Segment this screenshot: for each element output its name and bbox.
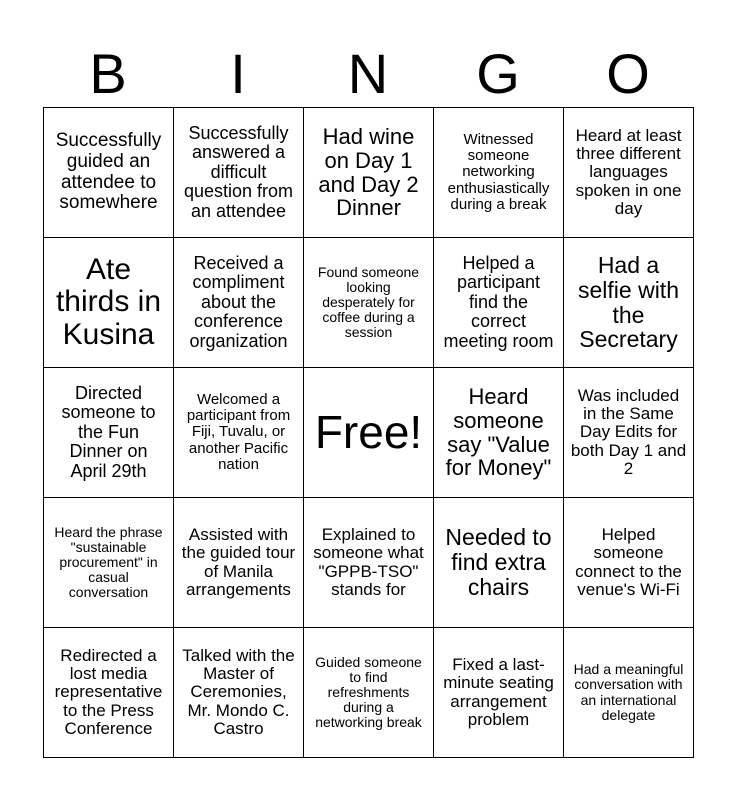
bingo-cell[interactable]: Helped a participant find the correct meeting room bbox=[434, 238, 564, 368]
bingo-cell[interactable]: Had a selfie with the Secretary bbox=[564, 238, 694, 368]
bingo-cell[interactable]: Ate thirds in Kusina bbox=[44, 238, 174, 368]
board-row bbox=[44, 628, 694, 758]
header-letter-o: O bbox=[606, 42, 650, 105]
bingo-cell[interactable]: Heard someone say "Value for Money" bbox=[434, 368, 564, 498]
bingo-cell[interactable]: Heard at least three different languages spoken in one day bbox=[564, 108, 694, 238]
bingo-cell[interactable]: Directed someone to the Fun Dinner on April 29th bbox=[44, 368, 174, 498]
bingo-cell[interactable]: Needed to find extra chairs bbox=[434, 498, 564, 628]
bingo-board bbox=[43, 107, 694, 758]
bingo-cell[interactable]: Received a compliment about the conference organization bbox=[174, 238, 304, 368]
board-row bbox=[44, 368, 694, 498]
bingo-header bbox=[43, 40, 693, 108]
bingo-cell[interactable]: Was included in the Same Day Edits for both Day 1 and 2 bbox=[564, 368, 694, 498]
bingo-cell[interactable]: Witnessed someone networking enthusiastically during a break bbox=[434, 108, 564, 238]
bingo-cell[interactable]: Found someone looking desperately for coffee during a session bbox=[304, 238, 434, 368]
bingo-cell[interactable]: Welcomed a participant from Fiji, Tuvalu, or another Pacific nation bbox=[174, 368, 304, 498]
bingo-cell[interactable]: Guided someone to find refreshments during a networking break bbox=[304, 628, 434, 758]
bingo-cell[interactable]: Had a meaningful conversation with an international delegate bbox=[564, 628, 694, 758]
bingo-cell[interactable]: Heard the phrase "sustainable procurement" in casual conversation bbox=[44, 498, 174, 628]
bingo-cell[interactable]: Explained to someone what "GPPB-TSO" stands for bbox=[304, 498, 434, 628]
header-letter-g: G bbox=[476, 42, 520, 105]
bingo-cell[interactable]: Successfully guided an attendee to somewhere bbox=[44, 108, 174, 238]
bingo-cell[interactable]: Successfully answered a difficult question from an attendee bbox=[174, 108, 304, 238]
bingo-cell[interactable]: Assisted with the guided tour of Manila arrangements bbox=[174, 498, 304, 628]
bingo-cell[interactable]: Had wine on Day 1 and Day 2 Dinner bbox=[304, 108, 434, 238]
free-space-cell[interactable]: Free! bbox=[304, 368, 434, 498]
header-letter-b: B bbox=[89, 42, 127, 105]
board-row bbox=[44, 238, 694, 368]
board-row bbox=[44, 108, 694, 238]
header-letter-n: N bbox=[347, 42, 389, 105]
bingo-cell[interactable]: Talked with the Master of Ceremonies, Mr. Mondo C. Castro bbox=[174, 628, 304, 758]
bingo-cell[interactable]: Redirected a lost media representative to the Press Conference bbox=[44, 628, 174, 758]
header-letter-i: I bbox=[230, 42, 246, 105]
board-row bbox=[44, 498, 694, 628]
bingo-cell[interactable]: Helped someone connect to the venue's Wi-Fi bbox=[564, 498, 694, 628]
bingo-cell[interactable]: Fixed a last-minute seating arrangement problem bbox=[434, 628, 564, 758]
